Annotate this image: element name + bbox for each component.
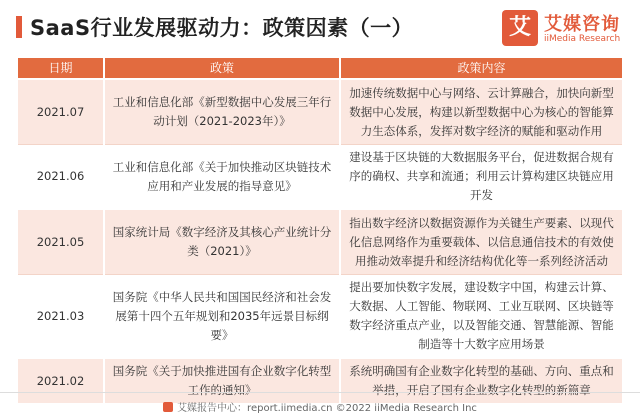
- report-icon: [163, 402, 173, 412]
- logo-name-en: iiMedia Research: [544, 34, 621, 44]
- row-date: 2021.02: [18, 358, 104, 403]
- row-content: 指出数字经济以数据资源作为关键生产要素、以现代化信息网络作为重要载体、以信息通信技术的有效使用推动效率提升和经济结构优化等一系列经济活动: [340, 209, 622, 275]
- logo-mark-icon: 艾: [502, 10, 538, 46]
- table-header-row: [18, 58, 622, 79]
- row-content: 提出要加快数字发展，建设数字中国，构建云计算、大数据、人工智能、物联网、工业互联网、区块链等数字经济重点产业，以及智能交通、智慧能源、智能制造等十大数字应用场景: [340, 275, 622, 359]
- title-accent-bar: [16, 16, 22, 38]
- footer-source: [0, 399, 640, 414]
- policy-table: [18, 58, 622, 403]
- footer-source-text: 艾媒报告中心：report.iimedia.cn ©2022 iiMedia Research Inc: [177, 403, 477, 414]
- table-row: [18, 209, 622, 275]
- table-row: [18, 275, 622, 359]
- row-content: 建设基于区块链的大数据服务平台，促进数据合规有序的确权、共享和流通；利用云计算构建区块链应用开发: [340, 145, 622, 210]
- brand-logo: [502, 8, 632, 50]
- title-bar: [0, 0, 640, 56]
- footer: [0, 392, 640, 417]
- row-content: 系统明确国有企业数字化转型的基础、方向、重点和举措，开启了国有企业数字化转型的新篇章: [340, 358, 622, 403]
- row-policy: 工业和信息化部《新型数据中心发展三年行动计划（2021-2023年）》: [104, 79, 340, 145]
- column-header-content: 政策内容: [340, 58, 622, 79]
- row-policy: 工业和信息化部《关于加快推动区块链技术应用和产业发展的指导意见》: [104, 145, 340, 210]
- row-date: 2021.05: [18, 209, 104, 275]
- row-date: 2021.03: [18, 275, 104, 359]
- row-policy: 国务院《关于加快推进国有企业数字化转型工作的通知》: [104, 358, 340, 403]
- logo-name-cn: 艾媒咨询: [544, 14, 620, 35]
- row-content: 加速传统数据中心与网络、云计算融合，加快向新型数据中心发展，构建以新型数据中心为核心的智能算力生态体系，发挥对数字经济的赋能和驱动作用: [340, 79, 622, 145]
- row-date: 2021.07: [18, 79, 104, 145]
- page-title: SaaS行业发展驱动力：政策因素（一）: [30, 16, 414, 40]
- column-header-date: 日期: [18, 58, 104, 79]
- row-policy: 国家统计局《数字经济及其核心产业统计分类（2021）》: [104, 209, 340, 275]
- table-row: [18, 79, 622, 145]
- column-header-policy: 政策: [104, 58, 340, 79]
- row-date: 2021.06: [18, 145, 104, 210]
- table-row: [18, 145, 622, 210]
- row-policy: 国务院《中华人民共和国国民经济和社会发展第十四个五年规划和2035年远景目标纲要》: [104, 275, 340, 359]
